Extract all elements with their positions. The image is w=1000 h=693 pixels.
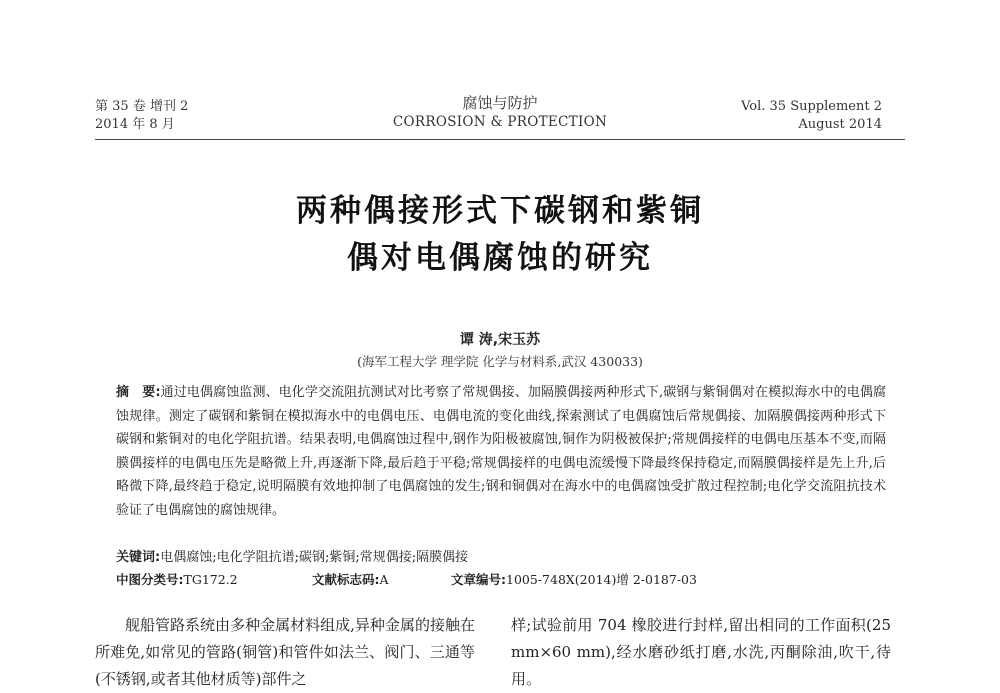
keywords [116, 546, 468, 565]
title-line-1: 两种偶接形式下碳钢和紫铜 [296, 193, 704, 229]
keywords-text: 电偶腐蚀;电化学阻抗谱;碳钢;紫铜;常规偶接;隔膜偶接 [160, 550, 469, 565]
issue-info-en [741, 98, 882, 134]
volume-issue: 第 35 卷 增刊 2 [95, 99, 189, 114]
abstract-label: 摘 要: [116, 385, 161, 400]
body-column-right: 样;试验前用 704 橡胶进行封样,留出相同的工作面积(25 mm×60 mm),经水磨砂纸打磨,水洗,丙酮除油,吹干,待用。 [511, 616, 891, 688]
body-column-left: 舰船管路系统由多种金属材料组成,异种金属的接触在所难免,如常见的管路(铜管)和管件如法兰、阀门、三通等(不锈钢,或者其他材质等)部件之 [95, 616, 475, 688]
clc-label: 中图分类号: [116, 572, 184, 587]
keywords-label: 关键词: [116, 550, 161, 565]
title-line-2: 偶对电偶腐蚀的研究 [347, 240, 653, 276]
doc-code-label: 文献标志码: [312, 572, 380, 587]
abstract [116, 381, 886, 522]
classification-line [116, 570, 916, 588]
authors: 谭 涛,宋玉苏 [459, 332, 541, 348]
journal-name-cn: 腐蚀与防护 [462, 94, 538, 112]
paper-title [0, 188, 1000, 282]
article-number-label: 文章编号: [451, 572, 506, 587]
issue-date-en: August 2014 [798, 117, 882, 132]
journal-name-en: CORROSION & PROTECTION [392, 114, 608, 130]
article-number-value: 1005-748X(2014)增 2-0187-03 [506, 572, 697, 587]
volume-issue-en: Vol. 35 Supplement 2 [741, 99, 882, 114]
header-divider [95, 139, 905, 140]
affiliation: (海军工程大学 理学院 化学与材料系,武汉 430033) [357, 354, 643, 369]
clc-value: TG172.2 [183, 572, 238, 587]
doc-code-value: A [379, 572, 389, 587]
abstract-text: 通过电偶腐蚀监测、电化学交流阻抗测试对比考察了常规偶接、加隔膜偶接两种形式下,碳钢与紫铜偶对在模拟海水中的电偶腐蚀规律。测定了碳钢和紫铜在模拟海水中的电偶电压、电偶电流的变化曲线,探索测试了电偶腐蚀后常规偶接、加隔膜偶接两种形式下碳钢和紫铜对的电化学阻抗谱。结果表明,电偶腐蚀过程中,钢作为阳极被腐蚀,铜作为阴极被保护;常规偶接样的电偶电压基本不变,而隔膜偶接样的电偶电压先是略微上升,再逐渐下降,最后趋于平稳;常规偶接样的电偶电流缓慢下降最终保持稳定,而隔膜偶接样是先上升,后略微下降,最终趋于稳定,说明隔膜有效地抑制了电偶腐蚀的发生;钢和铜偶对在海水中的电偶腐蚀受扩散过程控制;电化学交流阻抗技术验证了电偶腐蚀的腐蚀规律。 [116, 385, 886, 518]
issue-date: 2014 年 8 月 [95, 117, 175, 132]
